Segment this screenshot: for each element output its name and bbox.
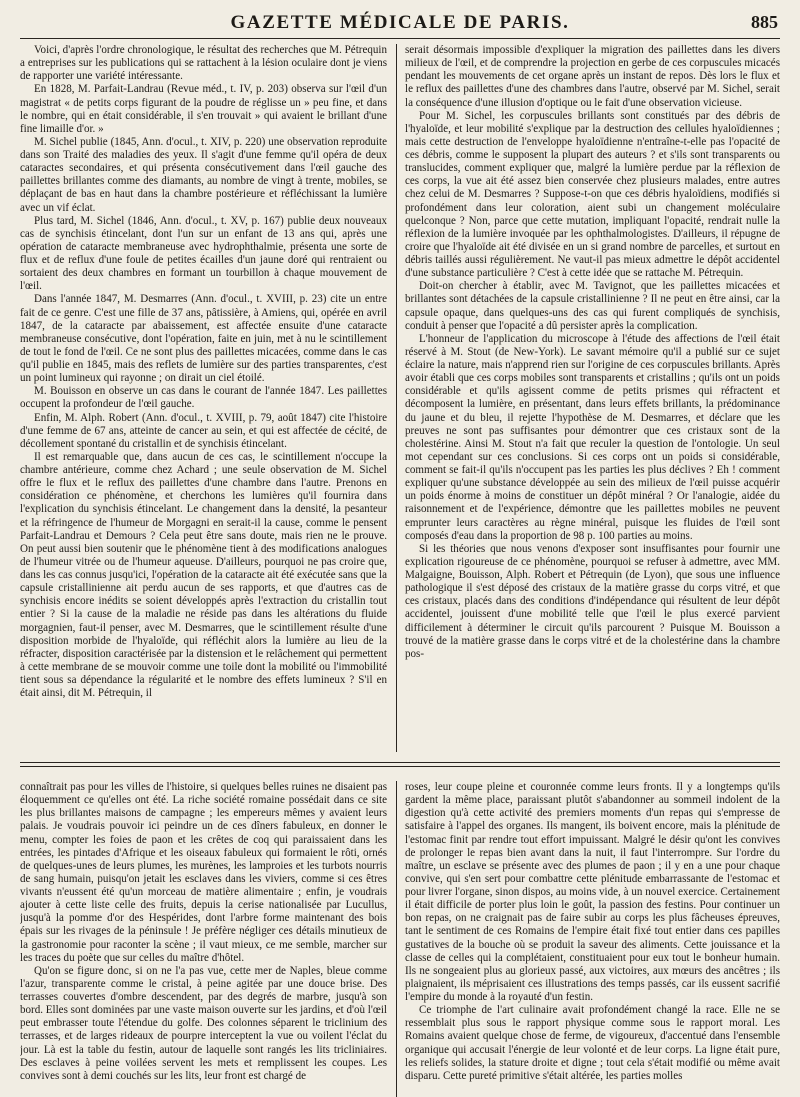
article-paragraph: Enfin, M. Alph. Robert (Ann. d'ocul., t. XVIII, p. 79, août 1847) cite l'histoire d'une femme de 67 ans, atteinte de cancer au sein, et qui est affectée de cécité, de décollement spontané du cristallin et de synchisis étincelant. <box>20 411 387 450</box>
column-divider-upper <box>396 44 397 752</box>
feuilleton-column-right <box>405 781 780 1097</box>
article-paragraph: M. Bouisson en observe un cas dans le courant de l'année 1847. Les paillettes occupent la profondeur de l'œil gauche. <box>20 385 387 411</box>
article-paragraph: serait désormais impossible d'expliquer la migration des paillettes dans les divers milieux de l'œil, et de comprendre la projection en gerbe de ces corpuscules micacés pendant les mouvements de cet organe après un instant de repos. Dès lors le flux et le reflux des paillettes d'une des chambres dans l'autre, observé par M. Sichel, serait la conséquence d'une illusion d'optique ou le fait d'une observation vicieuse. <box>405 44 780 109</box>
article-paragraph: Doit-on chercher à établir, avec M. Tavignot, que les paillettes micacées et brillantes sont détachées de la capsule cristallinienne ? Il ne peut en être ainsi, car la capsule opaque, dans quelques-uns des cas qui furent compliqués de synchisis, conduit à penser que l'opacité a dû persister après la complication. <box>405 280 780 332</box>
article-paragraph: Plus tard, M. Sichel (1846, Ann. d'ocul., t. XV, p. 167) publie deux nouveaux cas de synchisis étincelant, dont l'un sur un enfant de 13 ans qui, après une opération de cataracte membraneuse avec hydrophthalmie, présenta une sorte de flux et de reflux d'une foule de petites écailles d'un jaune doré qui rentraient ou sortaient des deux chambres en formant un tourbillon à chaque mouvement de l'œil. <box>20 214 387 293</box>
article-paragraph: Pour M. Sichel, les corpuscules brillants sont constitués par des débris de l'hyaloïde, et leur mobilité s'explique par la destruction des cellules hyaloïdiennes ; mais cette destruction de l'enveloppe hyaloïdienne n'entraîne-t-elle pas l'opacité de ces débris, comme le supposent la plupart des auteurs ? et s'ils sont transparents ou translucides, comment expliquer que, malgré la lumière perdue par la réflexion de ces corps, la vue ait été assez bien conservée chez plusieurs malades, entre autres chez celui de M. Desmarres ? Suppose-t-on que ces débris hyaloïdiens, modifiés si profondément dans leur coloration, aient subi un changement moléculaire quelconque ? Non, parce que cette mutation, impliquant l'opacité, rendrait nulle la réflexion de la lumière invoquée par les ophthalmologistes. D'ailleurs, il répugne de croire que l'hyaloïde ait été divisée en un si grand nombre de parcelles, et surtout en débris taillés aussi régulièrement. Ne vaut-il pas mieux admettre le dépôt accidentel d'une substance particulière ? C'est à cette idée que se rattache M. Pétrequin. <box>405 109 780 280</box>
feuilleton-paragraph: Ce triomphe de l'art culinaire avait profondément changé la race. Elle ne se ressemblait plus sous le rapport physique comme sous le rapport moral. Les Romains avaient quelque chose de ferme, de vigoureux, d'accentué dans l'ensemble organique qui accusait l'énergie de leur volonté et de leur corps. La ligne était pure, les reliefs solides, la stature droite et digne ; tout cela s'était modifié ou même avait disparu. Cette pureté primitive s'était altérée, les parties molles <box>405 1004 780 1082</box>
feuilleton-paragraph: roses, leur coupe pleine et couronnée comme leurs fronts. Il y a longtemps qu'ils gardent la même place, paraissant plutôt s'abandonner au sommeil indolent de la digestion qu'à cette activité des premiers moments d'un repas qui s'empresse de satisfaire à l'appel des organes. Ils mangent, ils boivent encore, mais la plénitude de l'estomac finit par rendre tout effort impuissant. Malgré le désir qu'ont les convives de prolonger le repas bien avant dans la nuit, il faut l'interrompre. Sur l'ordre du maître, un esclave se présente avec des plumes de paon ; il y en a une pour chaque convive, qui s'en sert pour combattre cette plénitude embarrassante de l'estomac et pour livrer l'organe, sinon dispos, au moins vide, à un nouvel exercice. Certainement il était difficile de porter plus loin le goût, la passion des festins. Pour continuer un bon repas, on ne craignait pas de faire subir au corps les plus fâcheuses épreuves, tant le sentiment de ces Romains de l'empire était fixé tout entier dans ces papilles gustatives de la bouche où se produit la saveur des aliments. Cette jouissance et la classe de celles qui la complétaient, constituaient pour eux tout le bonheur humain. Ils ne songeaient plus au glorieux passé, aux victoires, aux mœurs des ancêtres ; ils plaignaient, ils méprisaient ces illustrations des temps passés, car ils eussent sacrifié l'empire du monde à la royauté d'un festin. <box>405 781 780 1003</box>
page-number: 885 <box>751 12 778 32</box>
feuilleton-column-left <box>20 781 387 1097</box>
feuilleton-paragraph: connaîtrait pas pour les villes de l'histoire, si quelques belles ruines ne disaient pas éloquemment ce qu'elles ont été. La riche société romaine possédait dans ce site les plus brillantes maisons de campagne ; les empereurs mêmes y avaient leurs palais. Je voudrais pouvoir ici peindre un de ces dîners fabuleux, en donner le menu, compter les foies de paon et les crêtes de coq qui paraissaient dans les entrées, les pintades d'Afrique et les oiseaux fabuleux qui formaient le rôti, ornés de quelques-unes de leurs plumes, les murènes, les lamproies et les turbots nourris de sang humain, puisqu'on jetait les esclaves dans les viviers, comme si ces êtres vivants n'eussent été qu'un morceau de matière alimentaire ; enfin, je voudrais ajouter à cette liste celle des fruits, depuis la cerise nationalisée par Lucullus, jusqu'à la pomme d'or des Hespérides, dont l'arbre forme maintenant des bois épais sur les rivages de la péninsule ! Je préfère négliger ces détails minutieux de la gastronomie pour raconter la scène ; il vaut mieux, ce me semble, marcher sur les traces du poète que sur celles du maître d'hôtel. <box>20 781 387 964</box>
section-separator-rule-thin <box>20 766 780 767</box>
article-paragraph: M. Sichel publie (1845, Ann. d'ocul., t. XIV, p. 220) une observation reproduite dans son Traité des maladies des yeux. Il s'agit d'une femme qu'il opéra de deux cataractes secondaires, et qui présenta consécutivement dans l'œil gauche des paillettes brillantes comme des diamants, au nombre de vingt à trente, mobiles, se déplaçant de bas en haut dans la chambre postérieure et réfléchissant la lumière avec un vif éclat. <box>20 135 387 214</box>
article-paragraph: En 1828, M. Parfait-Landrau (Revue méd., t. IV, p. 203) observa sur l'œil d'un magistrat « de petits corps figurant de la poudre de réglisse un » peu fine, et dans le nombre, qui en était considérable, il s'en trouvait » qui avaient le brillant d'une fine limaille d'or. » <box>20 83 387 135</box>
column-divider-lower <box>396 781 397 1097</box>
article-column-upper-left <box>20 44 387 752</box>
section-separator-rule <box>20 762 780 763</box>
feuilleton-paragraph: Qu'on se figure donc, si on ne l'a pas vue, cette mer de Naples, bleue comme l'azur, transparente comme le cristal, à peine agitée par une douce brise. Des terrasses couvertes d'ombre descendent, par des degrés de marbre, jusqu'à son bord. Elles sont dominées par une vaste maison ouverte sur les jardins, et d'où l'œil peut embrasser toute l'étendue du golfe. Des colonnes séparent le triclinium des terrasses, et de larges rideaux de pourpre interceptent la vue ou voilent l'éclat du jour. Là est la table du festin, autour de laquelle sont rangés les lits tricliniaires. Des esclaves à peine voilées servent les mets et remplissent les coupes. Les convives sont à demi couchés sur les lits, leur front est chargé de <box>20 964 387 1082</box>
article-paragraph: Si les théories que nous venons d'exposer sont insuffisantes pour fournir une explication rigoureuse de ce phénomène, pourquoi se refuser à admettre, avec MM. Malgaigne, Bouisson, Alph. Robert et Pétrequin (de Lyon), que sous une influence pathologique il s'est déposé des cristaux de la matière grasse du corps vitré, et que ces cristaux, placés dans des conditions d'indépendance qui résultent de leur dépôt accidentel, jouissent d'une mobilité telle que l'œil le plus exercé parvient difficilement à déterminer le circuit qu'ils parcourent ? Puisque M. Bouisson a trouvé de la matière grasse dans le corps vitré et de la cholestérine dans la chambre pos- <box>405 542 780 660</box>
article-paragraph: Voici, d'après l'ordre chronologique, le résultat des recherches que M. Pétrequin a entreprises sur les publications qui se rattachent à la lésion oculaire dont je viens de rapporter une variété intéressante. <box>20 44 387 83</box>
journal-title: GAZETTE MÉDICALE DE PARIS. <box>230 12 570 33</box>
page-header <box>20 8 780 39</box>
article-paragraph: Dans l'année 1847, M. Desmarres (Ann. d'ocul., t. XVIII, p. 23) cite un entre fait de ce genre. C'est une fille de 37 ans, pâtissière, à Amiens, qui, opérée en avril 1847, de la cataracte par abaissement, est affectée ensuite d'une cataracte membraneuse consécutive, dont l'opération, faite en juin, met à nu le scintillement de tout le fond de l'œil. Ce ne sont plus des paillettes micacées, comme dans le cas qu'il publie en 1845, mais des reflets de lumière sur des parties transparentes, c'est un point lumineux qui rayonne ; on dirait un ciel étoilé. <box>20 293 387 385</box>
article-paragraph: L'honneur de l'application du microscope à l'étude des affections de l'œil était réservé à M. Stout (de New-York). Le savant mémoire qu'il a publié sur ce sujet éclaire la nature, mais n'apprend rien sur l'origine de ces corpuscules brillants. Après avoir établi que ces corps mobiles sont transparents et cristallins ; qu'ils ont un poids considérable et qu'ils agissent comme de petits prismes qui réfractent et décomposent la lumière, en présentant, dans leurs effets brillants, la prédominance du jaune et du bleu, il rejette l'hypothèse de M. Desmarres, et déclare que les preuves ne sont pas suffisantes pour démontrer que ces cristaux sont de la cholestérine. Ainsi M. Stout n'a fait que reculer la question de l'ontologie. Un seul mot cependant sur ces conclusions. Si ces corps ont un poids si considérable, comment se fait-il qu'ils n'occupent pas les parties les plus déclives ? Eh ! comment expliquer qu'une substance développée au sein des milieux de l'œil puisse acquérir un poids énorme à moins de constituer un dépôt minéral ? Or l'analogie, aidée du raisonnement et de l'expérience, démontre que les paillettes mobiles ne peuvent emprunter leurs caractères au règne minéral, puisque les fluides de l'œil sont composés d'eau dans la proportion de 98 p. 100 parties au moins. <box>405 332 780 542</box>
article-paragraph: Il est remarquable que, dans aucun de ces cas, le scintillement n'occupe la chambre antérieure, comme chez Achard ; une seule observation de M. Sichel offre le flux et le reflux des paillettes d'une chambre dans l'autre. Prenons en considération ce phénomène, et cherchons les lumières qu'il fournira dans l'explication du synchisis étincelant. Le changement dans la densité, la pesanteur et la réfringence de l'humeur de Morgagni en serait-il la cause, comme le pensent Parfait-Landrau et Demours ? Cela peut être sans doute, mais rien ne le prouve. On peut aussi bien soutenir que le phénomène tient à des modifications analogues de l'humeur vitrée ou de l'humeur aqueuse. D'ailleurs, pourquoi ne pas croire que, dans les cas connus jusqu'ici, l'opération de la cataracte ait été exécutée sans que la capsule cristallinienne ait perdu aucun de ses rapports, et que d'autres cas de synchisis encore inédits se soient développés après l'extraction du cristallin tout entier ? Si la cause de la maladie ne réside pas dans les altérations du fluide morgagnien, faut-il penser, avec M. Desmarres, que le scintillement résulte d'une disposition morbide de l'hyaloïde, qui réfléchit alors la lumière au lieu de la réfracter, disposition caractérisée par la distension et le relâchement qui permettent à cette membrane de se mouvoir comme une toile dont la mobilité ou l'immobilité tient sous sa dépendance la régularité et le nombre des effets lumineux ? S'il en était ainsi, dit M. Pétrequin, il <box>20 450 387 700</box>
article-column-upper-right <box>405 44 780 752</box>
